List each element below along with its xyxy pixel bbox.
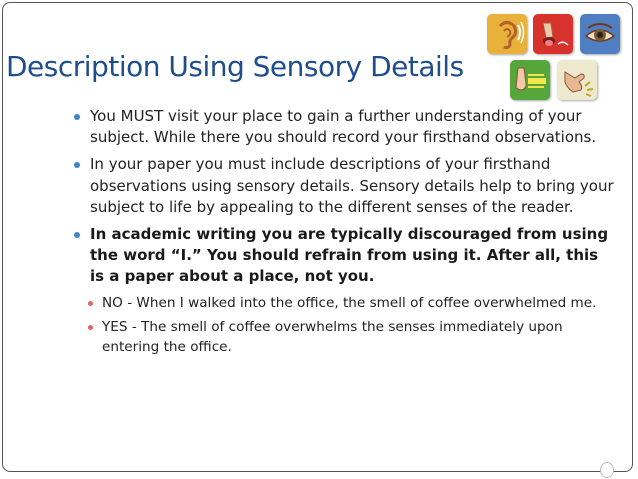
slide-page-marker: [600, 462, 614, 478]
taste-tongue-icon: [533, 14, 573, 54]
bullet-avoid-first-person: [74, 224, 614, 288]
hand-touch-icon: [557, 60, 597, 100]
sub-bullet-text: YES - The smell of coffee overwhelms the senses immediately upon entering the office.: [102, 319, 563, 355]
bullet-dot: [74, 162, 80, 168]
eye-sight-icon: [580, 14, 620, 54]
sub-bullet-no-example: [88, 294, 614, 314]
slide-title: Description Using Sensory Details: [6, 50, 464, 83]
nose-smell-icon: [510, 60, 550, 100]
bullet-sensory-details: [74, 154, 614, 218]
bullet-text: You MUST visit your place to gain a further understanding of your subject. While there you should record your firsthand observations.: [90, 107, 597, 147]
bullet-text: In academic writing you are typically discouraged from using the word “I.” You should refrain from using it. After all, this is a paper about a place, not you.: [90, 225, 609, 286]
sub-bullet-yes-example: [88, 318, 614, 357]
bullet-text: In your paper you must include descriptions of your firsthand observations using sensory details. Sensory details help to bring your subject to life by appealing to the different senses of the reader.: [90, 155, 614, 216]
sub-bullet-text: NO - When I walked into the office, the smell of coffee overwhelmed me.: [102, 294, 597, 311]
bullet-dot: [74, 114, 80, 120]
ear-hearing-icon: [487, 14, 527, 54]
sub-bullet-dot: [88, 301, 93, 306]
sub-bullet-dot: [88, 325, 93, 330]
slide-body: [74, 106, 614, 362]
bullet-dot: [74, 232, 80, 238]
bullet-visit-place: [74, 106, 614, 148]
